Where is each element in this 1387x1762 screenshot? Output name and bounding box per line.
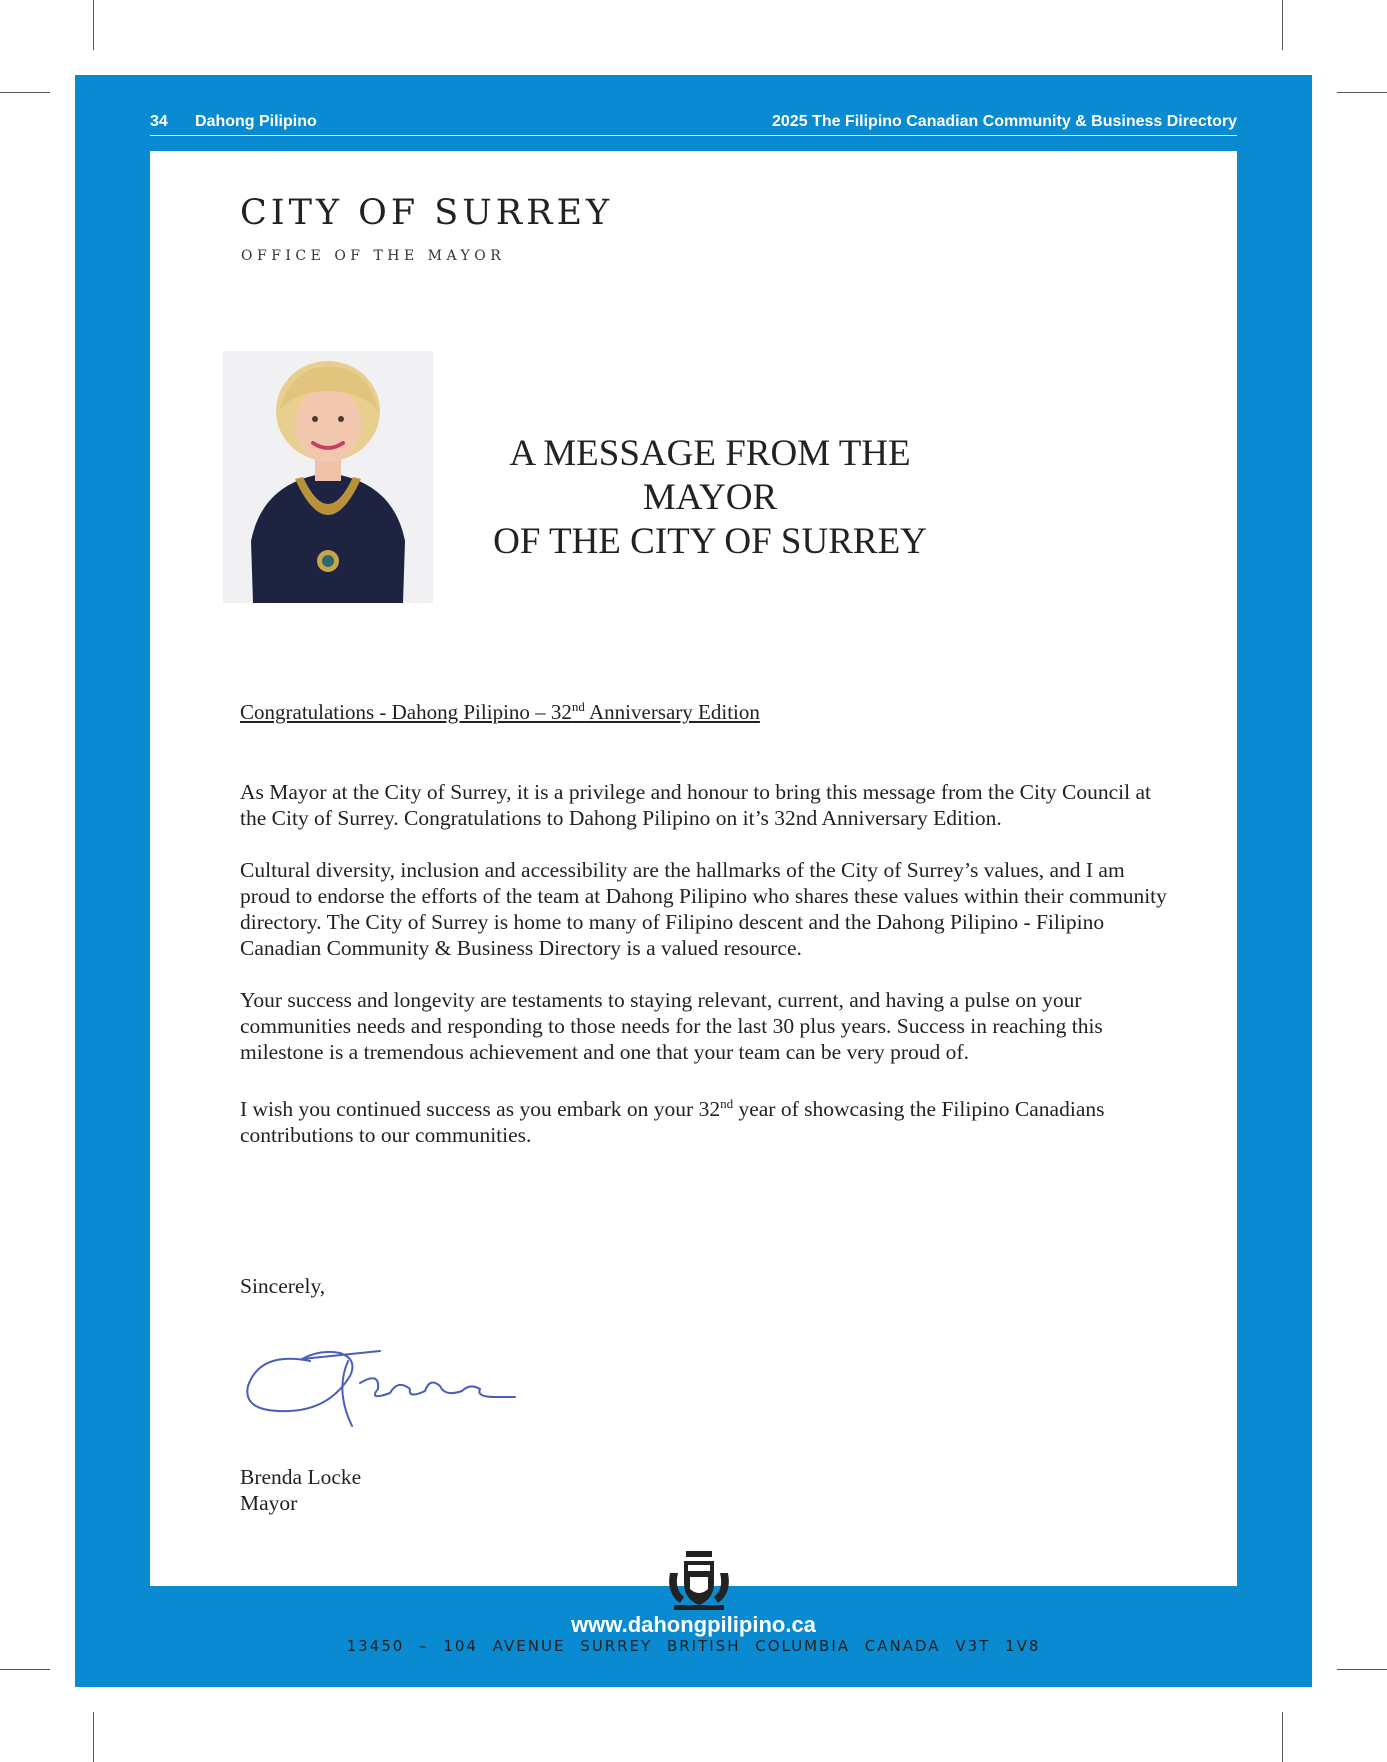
crop-mark (93, 0, 94, 50)
paragraph-4-after: year of showcasing the Filipino Canadians contributions to our communities. (240, 1097, 1105, 1148)
crop-mark (1337, 1669, 1387, 1670)
crop-mark (1282, 0, 1283, 50)
message-title-line-1: A MESSAGE FROM THE MAYOR (509, 433, 911, 518)
mailing-address: 13450 – 104 AVENUE SURREY BRITISH COLUMBIA CANADA V3T 1V8 (346, 1637, 1041, 1655)
signer-name: Brenda Locke (240, 1465, 362, 1489)
paragraph-4 (240, 1091, 1170, 1148)
page-frame (75, 75, 1312, 1687)
running-header (150, 113, 1237, 136)
subject-before: Congratulations - Dahong Pilipino – 32 (240, 700, 572, 724)
paragraph-2: Cultural diversity, inclusion and accessibility are the hallmarks of the City of Surrey’s values, and I am proud to endorse the efforts of the team at Dahong Pilipino who shares these values within their community directory. The City of Surrey is home to many of Filipino descent and the Dahong Pilipino - Filipino Canadian Community & Business Directory is a valued resource. (240, 858, 1167, 960)
subject-line (240, 699, 940, 725)
subject-sup: nd (571, 699, 585, 714)
website-url[interactable]: www.dahongpilipino.ca (571, 1612, 816, 1637)
paragraph-1: As Mayor at the City of Surrey, it is a privilege and honour to bring this message from the City Council at the City of Surrey. Congratulations to Dahong Pilipino on it’s 32nd Anniversary Edition. (240, 780, 1152, 830)
city-crest-icon (664, 1543, 734, 1613)
paragraph-3: Your success and longevity are testaments to staying relevant, current, and having a pulse on your communities needs and responding to those needs for the last 30 plus years. Success in reaching this milestone is a tremendous achievement and one that your team can be very proud of. (240, 988, 1103, 1064)
letter-body (240, 779, 1170, 1174)
message-title-line-2: OF THE CITY OF SURREY (493, 521, 927, 562)
signer-block (240, 1464, 361, 1516)
signer-title: Mayor (240, 1491, 298, 1515)
letterhead-office: OFFICE OF THE MAYOR (241, 248, 506, 264)
letterhead-city: CITY OF SURREY (240, 193, 614, 233)
signature (240, 1331, 540, 1451)
message-title (440, 432, 980, 564)
paragraph-4-sup: nd (720, 1096, 734, 1111)
closing: Sincerely, (240, 1274, 326, 1298)
mayor-portrait (223, 351, 433, 603)
portrait-illustration (223, 351, 433, 603)
crop-mark (1337, 92, 1387, 93)
publication-name: Dahong Pilipino (195, 113, 317, 130)
crop-mark (0, 1669, 50, 1670)
subject-after: Anniversary Edition (584, 700, 760, 724)
paragraph-4-before: I wish you continued success as you embark on your 32 (240, 1097, 721, 1122)
crop-mark (1282, 1712, 1283, 1762)
directory-title: 2025 The Filipino Canadian Community & Business Directory (772, 113, 1237, 130)
page-number: 34 (150, 113, 168, 130)
crop-mark (0, 92, 50, 93)
crop-mark (93, 1712, 94, 1762)
